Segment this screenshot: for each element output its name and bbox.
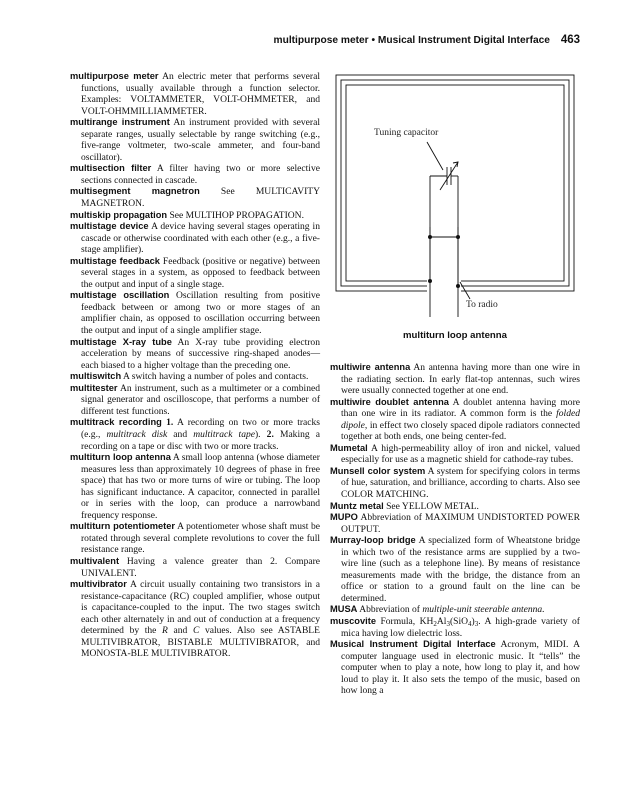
running-header — [70, 34, 580, 46]
entry-term: multiturn loop antenna — [70, 452, 171, 463]
right-column — [330, 362, 580, 697]
tuning-capacitor-label: Tuning capacitor — [374, 128, 439, 138]
entry-definition: A device having several stages operating in cascade or otherwise coordinated with each other (e.g., a five-stage amplifier). — [81, 221, 320, 256]
entry-definition: Acronym, MIDI. A computer language used in electronic music. It “tells” the computer when to play a note, how long to play it, and how loud to play it. It also sets the tempo of the music, based on how long a — [341, 639, 580, 697]
entry-definition: An electric meter that performs several functions, usually available through a function selector. Examples: VOLTAMMETER, VOLT-OHMMETER, and VOLT-OHMMILLIAMMETER. — [81, 71, 320, 117]
formula-subscript: 3 — [474, 620, 479, 629]
loop-turn-outer — [336, 75, 574, 291]
entry-definition: ). — [255, 428, 267, 440]
entry-term: multivalent — [70, 555, 120, 566]
dictionary-entry — [330, 604, 580, 616]
entry-term: multivibrator — [70, 579, 127, 590]
italic-symbol: C — [192, 625, 200, 637]
entry-definition: A specialized form of Wheatstone bridge in which two of the resistance arms are supplied by a two-wire line (such as a telephone line). By means of resistance measurements made with the bridge, the distance from an office or station to a ground fault on the line can be determined. — [341, 535, 580, 604]
dictionary-entry — [70, 186, 320, 209]
dictionary-entry — [70, 210, 320, 222]
italic-term: folded dipole — [341, 408, 580, 431]
entry-definition: Feedback (positive or negative) between several stages in a system, as opposed to feedback between the output and input of a single stage. — [81, 255, 321, 290]
dictionary-entry — [70, 71, 320, 117]
antenna-loop-turns — [336, 75, 574, 291]
entry-term: multiwire doublet antenna — [330, 396, 449, 407]
entry-term: Murray-loop bridge — [330, 535, 416, 546]
capacitor-pointer — [427, 142, 443, 170]
entry-term: multiturn potentiometer — [70, 521, 176, 532]
to-radio-label: To radio — [466, 300, 498, 310]
entry-term: multirange instrument — [70, 117, 170, 128]
dictionary-entry — [70, 521, 320, 556]
dictionary-entry — [70, 221, 320, 256]
sense-number: 1. — [166, 417, 174, 429]
entry-definition: and — [167, 625, 193, 637]
dictionary-entry — [70, 417, 320, 452]
entry-term: MUPO — [330, 512, 358, 523]
formula-part: Formula, KH — [380, 616, 434, 628]
dictionary-entry — [330, 466, 580, 501]
dictionary-entry — [330, 535, 580, 604]
entry-term: multiswitch — [70, 371, 122, 382]
entry-definition: values. Also see ASTABLE MULTIVIBRATOR, BISTABLE MULTIVIBRATOR, and MONOSTA-BLE MULTIVIBRATOR. — [81, 625, 320, 660]
running-head-text: multipurpose meter • Musical Instrument Digital Interface — [273, 35, 550, 46]
dictionary-entry — [70, 117, 320, 163]
entry-definition: Abbreviation of — [359, 604, 423, 616]
formula — [380, 616, 478, 627]
entry-term: multisection filter — [70, 163, 152, 174]
entry-term: multipurpose meter — [70, 71, 159, 81]
entry-term: MUSA — [330, 604, 358, 615]
entry-definition: Having a valence greater than 2. Compare UNIVALENT. — [81, 555, 320, 579]
entry-definition: A circuit usually containing two transistors in a resistance-capacitance (RC) coupled amplifier, whose output is capacitance-coupled to the input. The two stages switch each other alternately in and out of conduction at a frequency determined by the — [81, 579, 320, 637]
dictionary-entry — [70, 163, 320, 186]
entry-definition: See MULTIHOP PROPAGATION. — [169, 209, 304, 221]
page-number: 463 — [560, 34, 580, 46]
dictionary-entry — [70, 256, 320, 291]
dictionary-entry — [70, 452, 320, 521]
entry-term: multistage device — [70, 221, 149, 232]
dictionary-entry — [330, 512, 580, 535]
dictionary-entry — [70, 383, 320, 418]
entry-definition: Abbreviation of MAXIMUM UNDISTORTED POWER OUTPUT. — [341, 512, 580, 535]
entry-definition: An instrument, such as a multimeter or a combined signal generator and oscilloscope, that performs a number of different test functions. — [81, 382, 320, 417]
entry-definition: An X-ray tube providing electron acceleration by means of successive ring-shaped anodes—each biased to a higher voltage than the preceding one. — [81, 336, 320, 371]
entry-definition: A recording on two or more tracks (e.g., — [81, 417, 320, 440]
entry-term: multiwire antenna — [330, 362, 411, 372]
entry-term: multiskip propagation — [70, 209, 168, 220]
entry-term: multistage feedback — [70, 255, 160, 266]
entry-definition: See YELLOW METAL. — [386, 500, 479, 512]
entry-definition: . A high-grade variety of mica having low dielectric loss. — [341, 616, 580, 639]
entry-definition: A system for specifying colors in terms of hue, saturation, and brilliance, according to charts. Also see COLOR MATCHING. — [341, 465, 580, 501]
entry-term: Muntz metal — [330, 500, 384, 511]
entry-definition: A doublet antenna having more than one wire in its radiator. A common form is the — [341, 396, 580, 420]
entry-term: muscovite — [330, 616, 376, 627]
dictionary-entry — [330, 616, 580, 639]
loop-antenna-diagram — [330, 67, 580, 322]
entry-definition: Oscillation resulting from positive feedback between or among two or more stages of an amplifier chain, as opposed to oscillation occurring between the output and input of a single amplifier stage. — [81, 290, 320, 337]
dictionary-entry — [330, 443, 580, 466]
entry-definition: An antenna having more than one wire in the radiating section. In early flat-top antennas, such wires were usually connected together at one end. — [341, 362, 580, 397]
formula-subscript: 3 — [446, 620, 450, 629]
entry-definition: A switch having a number of poles and contacts. — [123, 371, 309, 383]
dictionary-entry — [330, 397, 580, 443]
antenna-figure — [330, 67, 580, 322]
entry-definition: A filter having two or more selective sections connected in cascade. — [81, 163, 320, 186]
entry-definition: See MULTICAVITY MAGNETRON. — [81, 186, 321, 210]
italic-term: multiple-unit steerable antenna. — [422, 604, 545, 616]
formula-subscript: 2 — [433, 620, 437, 629]
formula-subscript: 4 — [468, 620, 472, 629]
entry-term: multitrack recording — [70, 417, 162, 428]
italic-symbol: R — [162, 625, 168, 637]
entry-term: multitester — [70, 382, 118, 393]
entry-definition: A high-permeability alloy of iron and nickel, valued especially for use as a magnetic shield for cathode-ray tubes. — [341, 442, 580, 466]
dictionary-entry — [70, 337, 320, 372]
loop-turn-inner — [346, 85, 564, 281]
formula-part: ) — [471, 616, 475, 628]
entry-definition: An instrument provided with several separate ranges, usually selectable by range switching (e.g., five-range voltmeter, two-scale ammeter, and four-band oscillator). — [81, 117, 320, 163]
loop-turn-middle — [341, 80, 569, 286]
entry-definition: , in effect two closely spaced dipole radiators connected together at both ends, one being center-fed. — [341, 419, 580, 443]
formula-part: (SiO — [449, 616, 469, 628]
dictionary-entry — [330, 639, 580, 697]
figure-caption: multiturn loop antenna — [403, 330, 507, 341]
entry-definition: Making a recording on a tape or disc with two or more tracks. — [81, 428, 320, 452]
entry-term: multistage X-ray tube — [70, 336, 172, 347]
italic-term: multitrack disk — [106, 428, 168, 440]
left-column — [70, 71, 320, 660]
entry-term: multisegment magnetron — [70, 186, 200, 197]
dictionary-entry — [330, 362, 580, 397]
formula-part: Al — [436, 616, 447, 628]
dictionary-entry — [70, 579, 320, 660]
entry-term: multistage oscillation — [70, 290, 170, 301]
entry-definition: and — [167, 428, 194, 440]
italic-term: multitrack tape — [193, 428, 255, 440]
dictionary-entry — [330, 501, 580, 513]
entry-term: Musical Instrument Digital Interface — [330, 639, 496, 650]
entry-term: Mumetal — [330, 442, 368, 453]
dictionary-entry — [70, 290, 320, 336]
dictionary-entry — [70, 556, 320, 579]
sense-number: 2. — [266, 428, 274, 440]
entry-definition: A small loop antenna (whose diameter measures less than approximately 10 degrees of phase in free space) that has two or more turns of wire or tubing. The loop has significant inductance. A capacitor, connected in parallel or in series with the loop, can produce a narrowband frequency response. — [81, 452, 320, 521]
dictionary-entry — [70, 371, 320, 383]
radio-pointer — [460, 282, 470, 299]
entry-term: Munsell color system — [330, 465, 426, 476]
entry-definition: A potentiometer whose shaft must be rotated through several complete revolutions to cover the full resistance range. — [81, 521, 320, 556]
